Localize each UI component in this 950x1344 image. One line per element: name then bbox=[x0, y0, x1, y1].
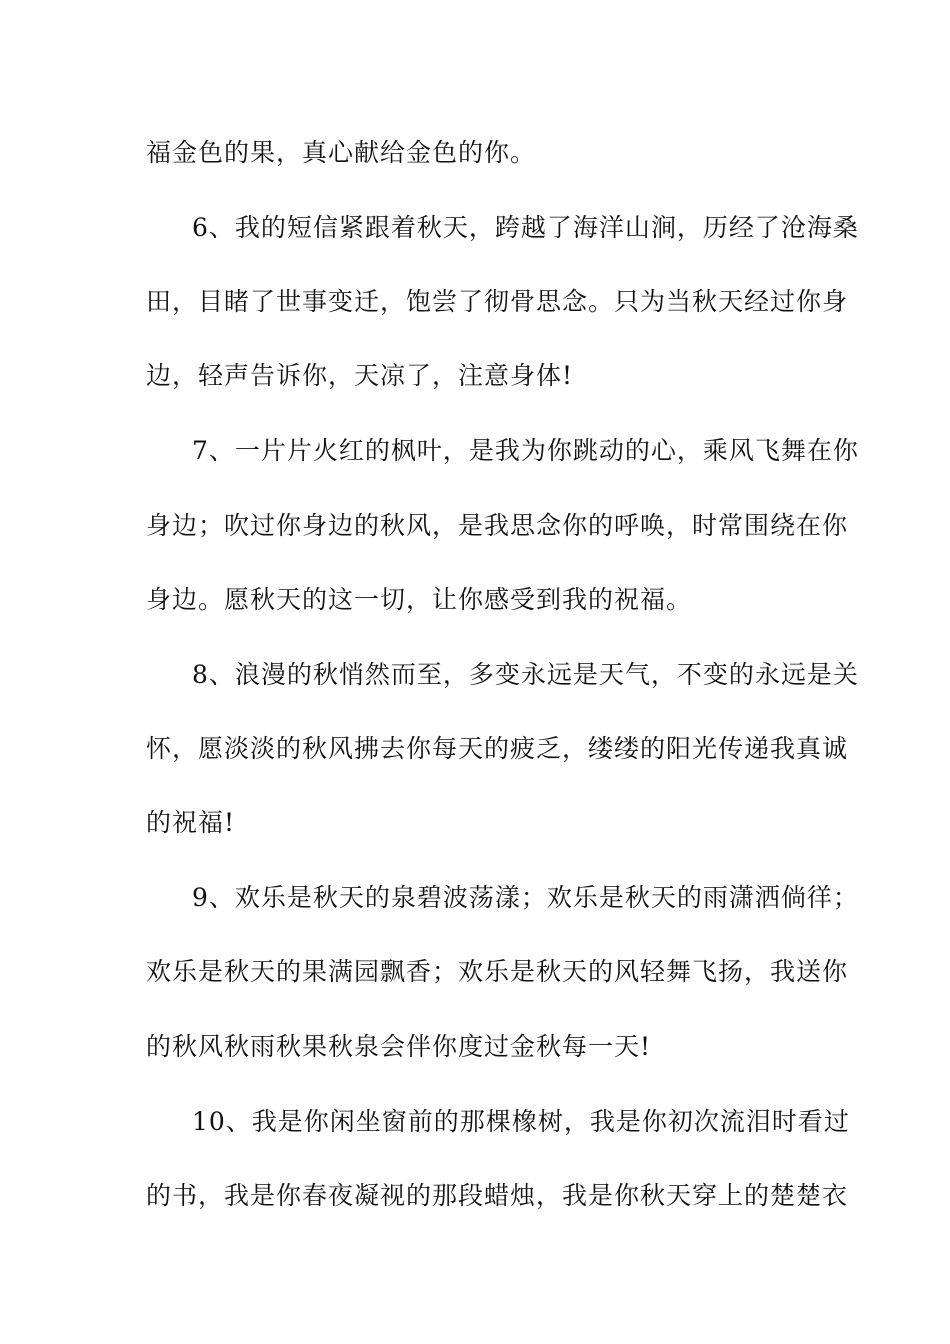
paragraph-10-line-1: 10、我是你闲坐窗前的那棵橡树，我是你初次流泪时看过 bbox=[192, 1107, 850, 1136]
paragraph-8-line-1: 8、浪漫的秋悄然而至，多变永远是天气，不变的永远是关 bbox=[192, 660, 859, 689]
text-line: 身边；吹过你身边的秋风，是我思念你的呼唤，时常围绕在你 bbox=[146, 511, 849, 540]
text-line: 田，目睹了世事变迁，饱尝了彻骨思念。只为当秋天经过你身 bbox=[146, 287, 849, 316]
text-line: 的祝福! bbox=[146, 808, 236, 837]
paragraph-6-line-1: 6、我的短信紧跟着秋天，跨越了海洋山涧，历经了沧海桑 bbox=[192, 213, 859, 242]
text-line: 边，轻声告诉你，天凉了，注意身体! bbox=[146, 361, 574, 390]
text-line: 欢乐是秋天的果满园飘香；欢乐是秋天的风轻舞飞扬，我送你 bbox=[146, 957, 849, 986]
paragraph-7-line-1: 7、一片片火红的枫叶，是我为你跳动的心，乘风飞舞在你 bbox=[192, 436, 859, 465]
text-line: 怀，愿淡淡的秋风拂去你每天的疲乏，缕缕的阳光传递我真诚 bbox=[146, 734, 849, 763]
text-line: 身边。愿秋天的这一切，让你感受到我的祝福。 bbox=[146, 585, 693, 614]
text-line: 的书，我是你春夜凝视的那段蜡烛，我是你秋天穿上的楚楚衣 bbox=[146, 1181, 849, 1210]
text-line: 福金色的果，真心献给金色的你。 bbox=[146, 138, 537, 167]
text-line: 的秋风秋雨秋果秋泉会伴你度过金秋每一天! bbox=[146, 1032, 652, 1061]
paragraph-9-line-1: 9、欢乐是秋天的泉碧波荡漾；欢乐是秋天的雨潇洒倘徉； bbox=[192, 883, 859, 912]
